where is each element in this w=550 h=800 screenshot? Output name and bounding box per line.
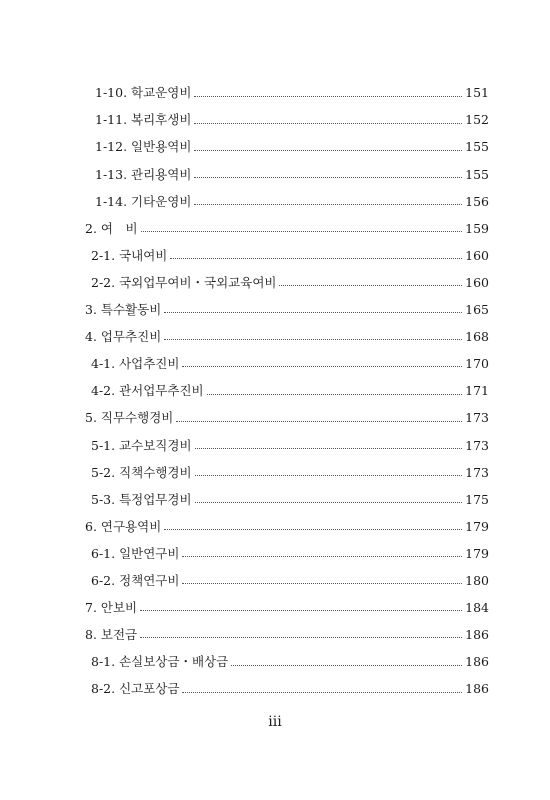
toc-entry-page-number: 175 — [465, 491, 489, 507]
toc-entry-title: 4. 업무추진비 — [85, 329, 162, 345]
toc-entry[interactable] — [0, 378, 550, 405]
dot-leader — [195, 474, 462, 476]
dot-leader — [164, 528, 462, 530]
dot-leader — [182, 555, 462, 557]
toc-entry-title: 1-12. 일반용역비 — [95, 139, 192, 155]
toc-entry[interactable] — [0, 270, 550, 297]
toc-entry[interactable] — [0, 215, 550, 242]
toc-entry-page-number: 180 — [465, 572, 489, 588]
toc-entry-title: 5-3. 특정업무경비 — [91, 491, 192, 507]
toc-entry[interactable] — [0, 243, 550, 270]
dot-leader — [141, 230, 462, 232]
toc-entry-page-number: 160 — [465, 247, 489, 263]
toc-entry-title: 6-1. 일반연구비 — [91, 545, 180, 561]
toc-entry-title: 8-2. 신고포상금 — [91, 681, 180, 697]
toc-entry-title: 5. 직무수행경비 — [85, 410, 174, 426]
toc-entry-title: 8. 보전금 — [85, 627, 138, 643]
toc-entry-title: 4-1. 사업추진비 — [91, 356, 180, 372]
toc-entry-page-number: 179 — [465, 545, 489, 561]
toc-entry-page-number: 173 — [465, 464, 489, 480]
toc-entry[interactable] — [0, 622, 550, 649]
toc-entry[interactable] — [0, 676, 550, 703]
toc-entry-page-number: 160 — [465, 274, 489, 290]
toc-entry-title: 7. 안보비 — [85, 600, 138, 616]
dot-leader — [140, 636, 462, 638]
dot-leader — [170, 257, 462, 259]
toc-entry-title: 2. 여 비 — [85, 220, 138, 236]
toc-entry-title: 3. 특수활동비 — [85, 302, 162, 318]
toc-entry-page-number: 155 — [465, 166, 489, 182]
toc-entry-title: 1-10. 학교운영비 — [95, 85, 192, 101]
dot-leader — [182, 691, 462, 693]
toc-entry[interactable] — [0, 134, 550, 161]
dot-leader — [207, 393, 462, 395]
toc-entry-page-number: 152 — [465, 112, 489, 128]
toc-entry-title: 2-2. 국외업무여비・국외교육여비 — [91, 274, 277, 290]
toc-entry-title: 2-1. 국내여비 — [91, 247, 168, 263]
toc-entry-page-number: 170 — [465, 356, 489, 372]
dot-leader — [164, 311, 462, 313]
toc-entry-page-number: 173 — [465, 410, 489, 426]
toc-entry[interactable] — [0, 80, 550, 107]
toc-entry[interactable] — [0, 432, 550, 459]
toc-entry-page-number: 151 — [465, 85, 489, 101]
dot-leader — [194, 203, 462, 205]
dot-leader — [194, 122, 462, 124]
dot-leader — [194, 95, 462, 97]
toc-entry-page-number: 155 — [465, 139, 489, 155]
toc-entry[interactable] — [0, 107, 550, 134]
toc-entry-page-number: 179 — [465, 518, 489, 534]
dot-leader — [182, 365, 462, 367]
toc-entry[interactable] — [0, 188, 550, 215]
dot-leader — [140, 609, 462, 611]
toc-entry-title: 1-11. 복리후생비 — [95, 112, 192, 128]
dot-leader — [279, 284, 462, 286]
dot-leader — [195, 501, 462, 503]
toc-entry-title: 4-2. 관서업무추진비 — [91, 383, 204, 399]
toc-entry[interactable] — [0, 161, 550, 188]
dot-leader — [231, 664, 462, 666]
toc-entry[interactable] — [0, 649, 550, 676]
dot-leader — [194, 176, 462, 178]
toc-entry[interactable] — [0, 568, 550, 595]
dot-leader — [194, 149, 462, 151]
toc-entry-title: 1-14. 기타운영비 — [95, 193, 192, 209]
toc-entry[interactable] — [0, 486, 550, 513]
toc-entry[interactable] — [0, 514, 550, 541]
toc-entry-title: 6-2. 정책연구비 — [91, 572, 180, 588]
toc-entry-page-number: 186 — [465, 654, 489, 670]
toc-entry-page-number: 173 — [465, 437, 489, 453]
toc-entry-title: 1-13. 관리용역비 — [95, 166, 192, 182]
table-of-contents — [0, 80, 550, 703]
toc-entry-page-number: 184 — [465, 600, 489, 616]
toc-entry[interactable] — [0, 297, 550, 324]
toc-entry-title: 8-1. 손실보상금・배상금 — [91, 654, 229, 670]
toc-entry-page-number: 156 — [465, 193, 489, 209]
dot-leader — [164, 338, 462, 340]
toc-entry-page-number: 168 — [465, 329, 489, 345]
toc-entry-page-number: 159 — [465, 220, 489, 236]
dot-leader — [182, 582, 462, 584]
toc-entry[interactable] — [0, 405, 550, 432]
page-number-folio: iii — [268, 714, 282, 730]
toc-entry-page-number: 165 — [465, 302, 489, 318]
toc-entry-page-number: 186 — [465, 627, 489, 643]
dot-leader — [176, 420, 462, 422]
toc-entry-page-number: 186 — [465, 681, 489, 697]
toc-entry[interactable] — [0, 351, 550, 378]
toc-entry[interactable] — [0, 595, 550, 622]
toc-entry-page-number: 171 — [465, 383, 489, 399]
dot-leader — [195, 447, 462, 449]
toc-entry-title: 5-1. 교수보직경비 — [91, 437, 192, 453]
toc-entry-title: 6. 연구용역비 — [85, 518, 162, 534]
toc-entry[interactable] — [0, 459, 550, 486]
toc-entry-title: 5-2. 직책수행경비 — [91, 464, 192, 480]
toc-entry[interactable] — [0, 541, 550, 568]
toc-entry[interactable] — [0, 324, 550, 351]
